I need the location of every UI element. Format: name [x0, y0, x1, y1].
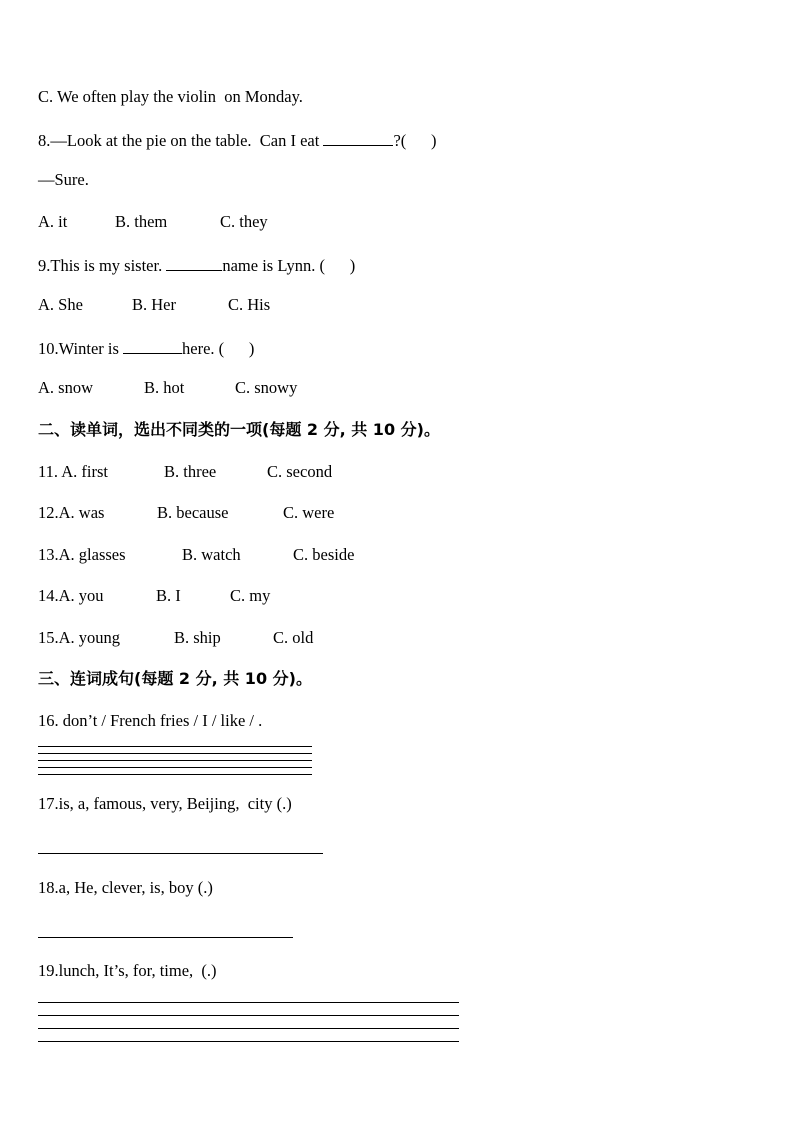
q8-blank[interactable]	[323, 129, 393, 146]
q17-answer-line[interactable]	[38, 853, 323, 854]
q13-option-a: 13.A. glasses	[38, 545, 126, 564]
answer-line	[38, 1015, 459, 1016]
q18-answer-line[interactable]	[38, 937, 293, 938]
q10-prompt: 10.Winter is	[38, 339, 124, 358]
q8-option-a: A. it	[38, 212, 68, 231]
q15-option-c: C. old	[273, 628, 314, 647]
q11-option-c: C. second	[267, 462, 333, 481]
q13-option-b: B. watch	[182, 545, 241, 564]
q9-options	[38, 295, 270, 315]
answer-line	[38, 760, 312, 761]
question-10	[38, 337, 254, 359]
q13-option-c: C. beside	[293, 545, 355, 564]
q9-prompt: 9.This is my sister.	[38, 256, 167, 275]
question-8	[38, 129, 437, 151]
q10-option-a: A. snow	[38, 378, 94, 397]
q14-option-c: C. my	[230, 586, 271, 605]
q8-option-c: C. they	[220, 212, 268, 231]
q15-option-a: 15.A. young	[38, 628, 121, 647]
q12-option-c: C. were	[283, 503, 335, 522]
q11-option-a: 11. A. first	[38, 462, 108, 481]
answer-line	[38, 753, 312, 754]
question-9	[38, 254, 355, 276]
q12-option-b: B. because	[157, 503, 229, 522]
q12-option-a: 12.A. was	[38, 503, 105, 522]
answer-line	[38, 774, 312, 775]
q15-option-b: B. ship	[174, 628, 221, 647]
section-3-title: 三、连词成句(每题 2 分, 共 10 分)。	[38, 669, 312, 688]
q8-prompt: 8.—Look at the pie on the table. Can I eat	[38, 131, 324, 150]
q9-option-b: B. Her	[132, 295, 176, 314]
q9-option-a: A. She	[38, 295, 83, 314]
question-18: 18.a, He, clever, is, boy (.)	[38, 878, 213, 897]
q11-option-b: B. three	[164, 462, 217, 481]
q8-options	[38, 212, 268, 232]
question-14	[38, 586, 270, 606]
section-2-title: 二、读单词，选出不同类的一项(每题 2 分, 共 10 分)。	[38, 420, 440, 439]
question-12	[38, 503, 334, 523]
q10-option-b: B. hot	[144, 378, 185, 397]
q14-option-b: B. I	[156, 586, 181, 605]
q8-reply: —Sure.	[38, 170, 89, 189]
q8-option-b: B. them	[115, 212, 168, 231]
question-11	[38, 462, 332, 482]
q14-option-a: 14.A. you	[38, 586, 104, 605]
question-19: 19.lunch, It’s, for, time, (.)	[38, 961, 217, 980]
q10-option-c: C. snowy	[235, 378, 298, 397]
question-16: 16. don’t / French fries / I / like / .	[38, 711, 263, 730]
q9-answer-bracket: name is Lynn. ( )	[222, 256, 356, 275]
answer-line	[38, 1041, 459, 1042]
answer-line	[38, 1028, 459, 1029]
answer-line	[38, 1002, 459, 1003]
q10-options	[38, 378, 297, 398]
q9-option-c: C. His	[228, 295, 271, 314]
question-13	[38, 545, 354, 565]
q9-blank[interactable]	[166, 254, 222, 271]
q8-answer-bracket: ?( )	[393, 131, 437, 150]
q10-answer-bracket: here. ( )	[182, 339, 255, 358]
answer-line	[38, 746, 312, 747]
q7-option-c: C. We often play the violin on Monday.	[38, 87, 303, 106]
answer-line	[38, 767, 312, 768]
q10-blank[interactable]	[123, 337, 182, 354]
question-15	[38, 628, 313, 648]
question-17: 17.is, a, famous, very, Beijing, city (.)	[38, 794, 292, 813]
